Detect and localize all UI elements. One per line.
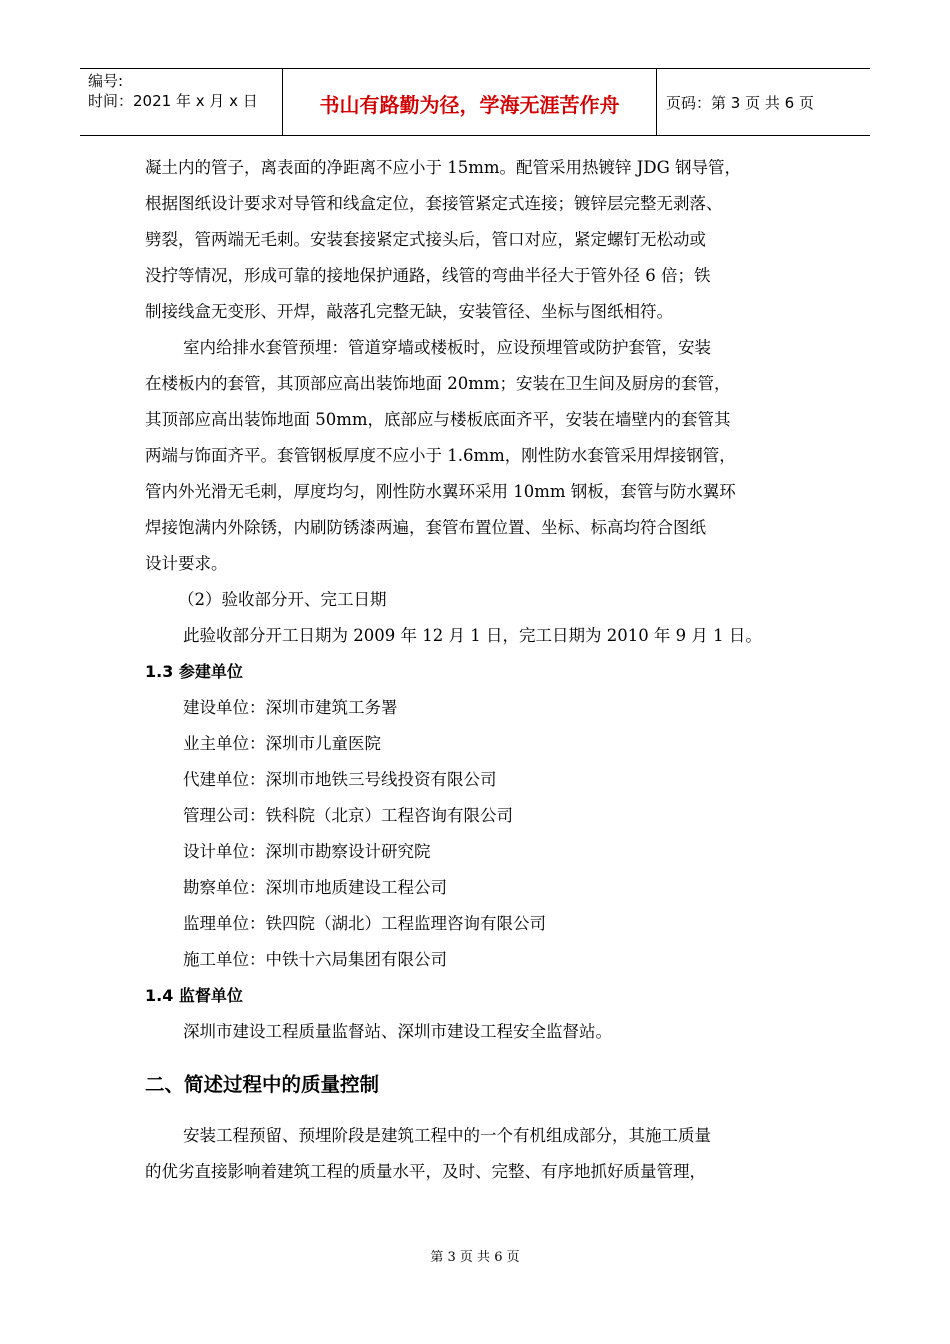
text-line: 没拧等情况，形成可靠的接地保护通路，线管的弯曲半径大于管外径 6 倍；铁: [145, 266, 711, 285]
header-motto: 书山有路勤为径，学海无涯苦作舟: [283, 69, 657, 135]
document-body: [145, 150, 810, 1190]
section-1-4-text: 深圳市建设工程质量监督站、深圳市建设工程安全监督站。: [183, 1022, 612, 1041]
list-item: 代建单位：深圳市地铁三号线投资有限公司: [183, 770, 497, 789]
text-line: 设计要求。: [145, 554, 228, 573]
item-2-text: 此验收部分开工日期为 2009 年 12 月 1 日，完工日期为 2010 年 9 月 1 日。: [183, 626, 762, 645]
chapter-2-paragraph: [145, 1118, 810, 1190]
text-line: 焊接饱满内外除锈，内刷防锈漆两遍，套管布置位置、坐标、标高均符合图纸: [145, 518, 706, 537]
paragraph-sleeve: [145, 330, 810, 582]
page-header: [80, 68, 870, 136]
section-1-4-title: 1.4 监督单位: [145, 986, 243, 1005]
list-item: 设计单位：深圳市勘察设计研究院: [183, 842, 431, 861]
page-footer: 第 3 页 共 6 页: [430, 1250, 520, 1265]
chapter-2-heading: 二、简述过程中的质量控制: [145, 1073, 380, 1096]
text-line: 室内给排水套管预埋：管道穿墙或楼板时，应设预埋管或防护套管，安装: [183, 338, 711, 357]
item-2-title: （2）验收部分开、完工日期: [178, 590, 387, 609]
paragraph-conduit: [145, 150, 810, 330]
text-line: 的优劣直接影响着建筑工程的质量水平，及时、完整、有序地抓好质量管理，: [145, 1162, 706, 1181]
text-line: 凝土内的管子，离表面的净距离不应小于 15mm。配管采用热镀锌 JDG 钢导管，: [145, 158, 742, 177]
text-line: 根据图纸设计要求对导管和线盒定位，套接管紧定式连接；镀锌层完整无剥落、: [145, 194, 723, 213]
participating-units-list: [145, 690, 810, 978]
document-number-label: 编号:: [88, 72, 124, 90]
text-line: 其顶部应高出装饰地面 50mm，底部应与楼板底面齐平，安装在墙壁内的套管其: [145, 410, 731, 429]
section-1-3-title: 1.3 参建单位: [145, 662, 243, 681]
document-time: 时间：2021 年 x 月 x 日: [88, 92, 258, 110]
text-line: 安装工程预留、预埋阶段是建筑工程中的一个有机组成部分，其施工质量: [183, 1126, 711, 1145]
list-item: 施工单位：中铁十六局集团有限公司: [183, 950, 447, 969]
header-page-info: 页码：第 3 页 共 6 页: [666, 93, 814, 112]
text-line: 两端与饰面齐平。套管钢板厚度不应小于 1.6mm，刚性防水套管采用焊接钢管，: [145, 446, 736, 465]
text-line: 劈裂，管两端无毛刺。安装套接紧定式接头后，管口对应，紧定螺钉无松动或: [145, 230, 706, 249]
list-item: 建设单位：深圳市建筑工务署: [183, 698, 398, 717]
text-line: 在楼板内的套管，其顶部应高出装饰地面 20mm；安装在卫生间及厨房的套管，: [145, 374, 731, 393]
list-item: 业主单位：深圳市儿童医院: [183, 734, 381, 753]
list-item: 勘察单位：深圳市地质建设工程公司: [183, 878, 447, 897]
header-left-cell: [80, 69, 283, 135]
text-line: 管内外光滑无毛刺，厚度均匀，刚性防水翼环采用 10mm 钢板，套管与防水翼环: [145, 482, 736, 501]
list-item: 监理单位：铁四院（湖北）工程监理咨询有限公司: [183, 914, 546, 933]
text-line: 制接线盒无变形、开焊，敲落孔完整无缺，安装管径、坐标与图纸相符。: [145, 302, 673, 321]
list-item: 管理公司：铁科院（北京）工程咨询有限公司: [183, 806, 513, 825]
